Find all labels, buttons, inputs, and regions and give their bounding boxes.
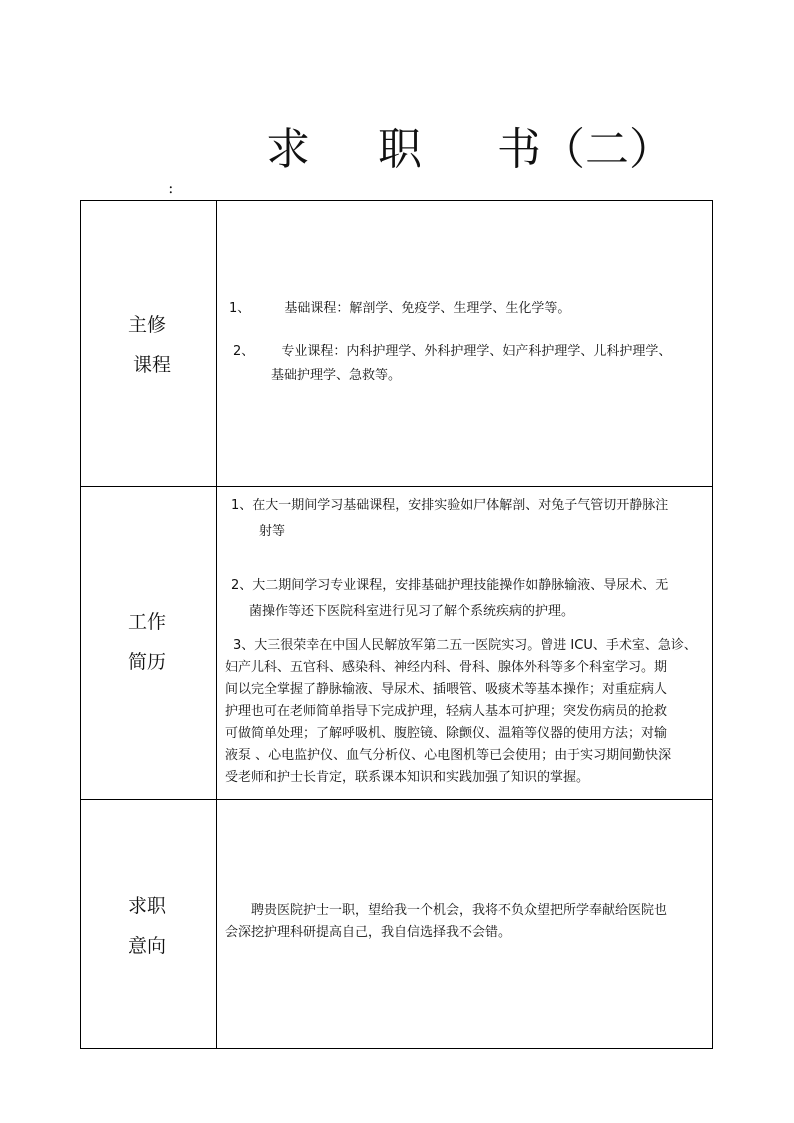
experience-content-cell	[217, 487, 713, 800]
course-item-1	[217, 201, 712, 322]
experience-item-2-line2: 菌操作等还下医院科室进行见习了解个系统疾病的护理。	[249, 604, 575, 619]
intent-text-line1: 聘贵医院护士一职，望给我一个机会，我将不负众望把所学奉献给医院也	[251, 903, 668, 918]
experience-item-2-line1: 2、大二期间学习专业课程，安排基础护理技能操作如静脉输液、导尿术、无	[231, 578, 669, 593]
course-item-2-line2: 基础护理学、急救等。	[271, 368, 402, 383]
experience-item-3-line6: 液泵 、心电监护仪、血气分析仪、心电图机等已会使用；由于实习期间勤快深	[225, 748, 672, 763]
intent-label-line2: 意向	[128, 935, 167, 957]
experience-item-3	[217, 625, 712, 789]
title-char-1: 求	[266, 124, 310, 175]
courses-content-cell	[217, 201, 713, 487]
course-item-1-text: 基础课程：解剖学、免疫学、生理学、生化学等。	[284, 301, 571, 316]
experience-item-2	[217, 545, 712, 625]
courses-label-cell	[81, 201, 217, 487]
experience-item-3-line4: 护理也可在老师简单指导下完成护理，轻病人基本可护理；突发伤病员的抢救	[225, 704, 668, 719]
experience-label	[81, 487, 216, 682]
experience-label-line1: 工作	[128, 611, 167, 633]
experience-label-line2: 简历	[128, 651, 167, 673]
courses-label	[81, 201, 216, 385]
intent-label-line1: 求职	[128, 895, 167, 917]
experience-row	[81, 487, 713, 800]
colon-marker: ：	[168, 182, 181, 196]
title-char-2: 职	[378, 124, 422, 175]
experience-item-3-line5: 可做简单处理；了解呼吸机、腹腔镜、除颤仪、温箱等仪器的使用方法；对输	[225, 726, 668, 741]
resume-table	[80, 200, 713, 1049]
experience-item-1	[217, 487, 712, 545]
course-item-2-line1: 专业课程：内科护理学、外科护理学、妇产科护理学、儿科护理学、	[281, 344, 672, 359]
intent-label	[81, 800, 216, 966]
course-item-2	[217, 322, 712, 388]
courses-row	[81, 201, 713, 487]
experience-label-cell	[81, 487, 217, 800]
intent-row	[81, 800, 713, 1049]
page-title	[0, 118, 794, 182]
intent-content-cell	[217, 800, 713, 1049]
experience-item-3-line3: 间以完全掌握了静脉输液、导尿术、插喂管、吸痰术等基本操作；对重症病人	[225, 682, 668, 697]
courses-label-line1: 主修	[128, 314, 167, 336]
experience-item-3-line2: 妇产儿科、五官科、感染科、神经内科、骨科、腺体外科等多个科室学习。期	[225, 660, 668, 675]
experience-item-1-line1: 1、在大一期间学习基础课程，安排实验如尸体解剖、对兔子气管切开静脉注	[231, 498, 669, 513]
course-item-2-num: 2、	[233, 344, 255, 359]
intent-text	[217, 800, 712, 944]
title-char-3: 书（二）	[497, 124, 673, 175]
intent-text-line2: 会深挖护理科研提高自己，我自信选择我不会错。	[225, 925, 512, 940]
course-item-1-num: 1、	[229, 301, 251, 316]
experience-item-3-line7: 受老师和护士长肯定，联系课本知识和实践加强了知识的掌握。	[225, 770, 590, 785]
intent-label-cell	[81, 800, 217, 1049]
courses-label-line2: 课程	[133, 354, 172, 376]
experience-item-1-line2: 射等	[259, 524, 286, 539]
experience-item-3-line1: 3、大三很荣幸在中国人民解放军第二五一医院实习。曾进 ICU、手术室、急诊、	[233, 638, 697, 653]
